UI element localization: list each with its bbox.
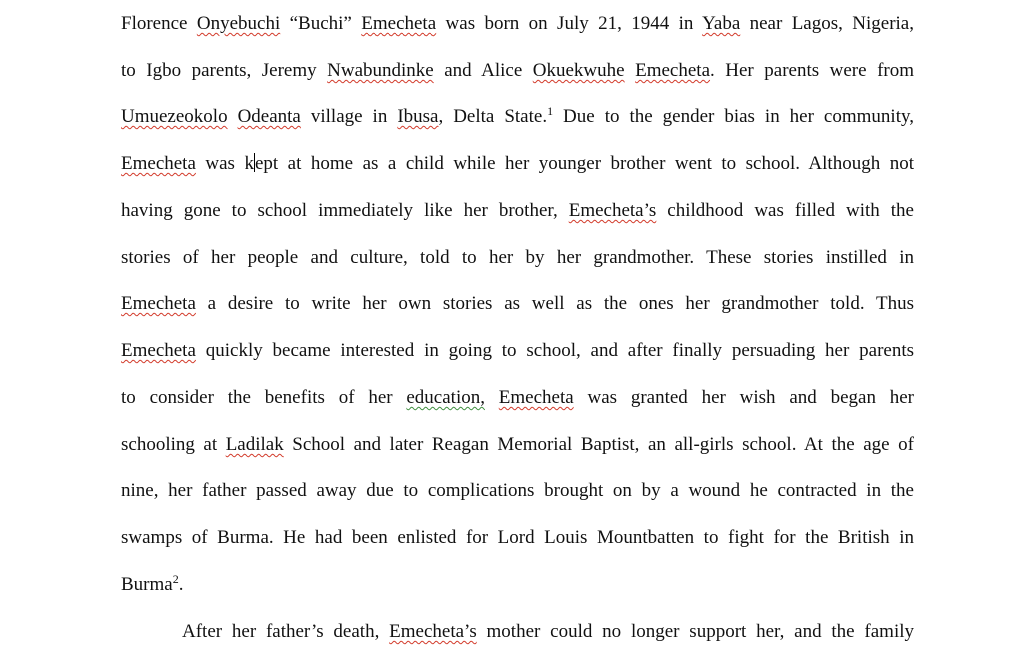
misspelled-word[interactable]: Onyebuchi	[196, 13, 281, 34]
text-line[interactable]	[121, 383, 914, 413]
grammar-flagged-word[interactable]: education,	[406, 387, 485, 408]
text-run: childhood was filled with the	[656, 200, 914, 221]
text-run: and Alice	[433, 60, 533, 81]
text-line[interactable]	[121, 430, 914, 460]
text-run: to consider the benefits of her	[121, 387, 407, 408]
text-run: stories of her people and culture, told to her by her grandmother. These stories instilled in	[121, 247, 914, 268]
text-run: . Her parents were from	[710, 60, 914, 81]
text-run: , Delta State.	[438, 106, 548, 127]
misspelled-word[interactable]: Odeanta	[237, 106, 301, 127]
text-run: nine, her father passed away due to complications brought on by a wound he contracted in the	[121, 480, 914, 501]
text-run	[485, 387, 499, 408]
text-run: having gone to school immediately like her brother,	[121, 200, 569, 221]
misspelled-word[interactable]: Emecheta	[121, 340, 196, 361]
text-line[interactable]	[121, 243, 914, 273]
text-run: schooling at	[121, 434, 226, 455]
text-line[interactable]	[121, 102, 914, 132]
text-run: mother could no longer support her, and the family	[476, 621, 915, 642]
text-run	[625, 60, 636, 81]
text-line[interactable]	[121, 476, 914, 506]
misspelled-word[interactable]: Emecheta’s	[389, 621, 477, 642]
text-run: to Igbo parents, Jeremy	[121, 60, 328, 81]
text-run: .	[178, 574, 184, 595]
text-run: swamps of Burma. He had been enlisted for Lord Louis Mountbatten to fight for the British in	[121, 527, 914, 548]
text-run: Burma	[121, 574, 173, 595]
text-run: near Lagos, Nigeria,	[740, 13, 914, 34]
text-run: Florence	[121, 13, 197, 34]
misspelled-word[interactable]: Ibusa	[397, 106, 439, 127]
text-line[interactable]	[121, 570, 914, 600]
text-line[interactable]	[182, 617, 914, 647]
misspelled-word[interactable]: Emecheta	[498, 387, 574, 408]
text-run: School and later Reagan Memorial Baptist, an all-girls school. At the age of	[283, 434, 914, 455]
text-run: Due to the gender bias in her community,	[553, 106, 914, 127]
text-run: a desire to write her own stories as well as the ones her grandmother told. Thus	[195, 293, 914, 314]
misspelled-word[interactable]: Ladilak	[225, 434, 284, 455]
misspelled-word[interactable]: Okuekwuhe	[532, 60, 625, 81]
text-run: was born on July 21, 1944 in	[436, 13, 703, 34]
text-line[interactable]	[121, 336, 914, 366]
text-run: village in	[300, 106, 398, 127]
text-run: ept at home as a child while her younger brother went to school. Although not	[254, 153, 914, 174]
misspelled-word[interactable]: Emecheta	[121, 153, 196, 174]
misspelled-word[interactable]: Emecheta	[635, 60, 711, 81]
text-line[interactable]	[121, 56, 914, 86]
text-run: was granted her wish and began her	[573, 387, 914, 408]
text-run: quickly became interested in going to school, and after finally persuading her parents	[195, 340, 914, 361]
misspelled-word[interactable]: Emecheta	[361, 13, 437, 34]
text-line[interactable]	[121, 9, 914, 39]
text-run	[228, 106, 238, 127]
text-line[interactable]	[121, 523, 914, 553]
footnote-reference[interactable]: 1	[547, 104, 554, 118]
misspelled-word[interactable]: Emecheta	[121, 293, 196, 314]
misspelled-word[interactable]: Nwabundinke	[327, 60, 434, 81]
text-run: “Buchi”	[280, 13, 362, 34]
text-line[interactable]	[121, 149, 914, 179]
misspelled-word[interactable]: Yaba	[702, 13, 741, 34]
footnote-reference[interactable]: 2	[172, 572, 179, 586]
misspelled-word[interactable]: Umuezeokolo	[121, 106, 228, 127]
text-line[interactable]	[121, 196, 914, 226]
misspelled-word[interactable]: Emecheta’s	[568, 200, 657, 221]
text-run: After her father’s death,	[182, 621, 390, 642]
text-run: was k	[195, 153, 254, 174]
text-line[interactable]	[121, 289, 914, 319]
